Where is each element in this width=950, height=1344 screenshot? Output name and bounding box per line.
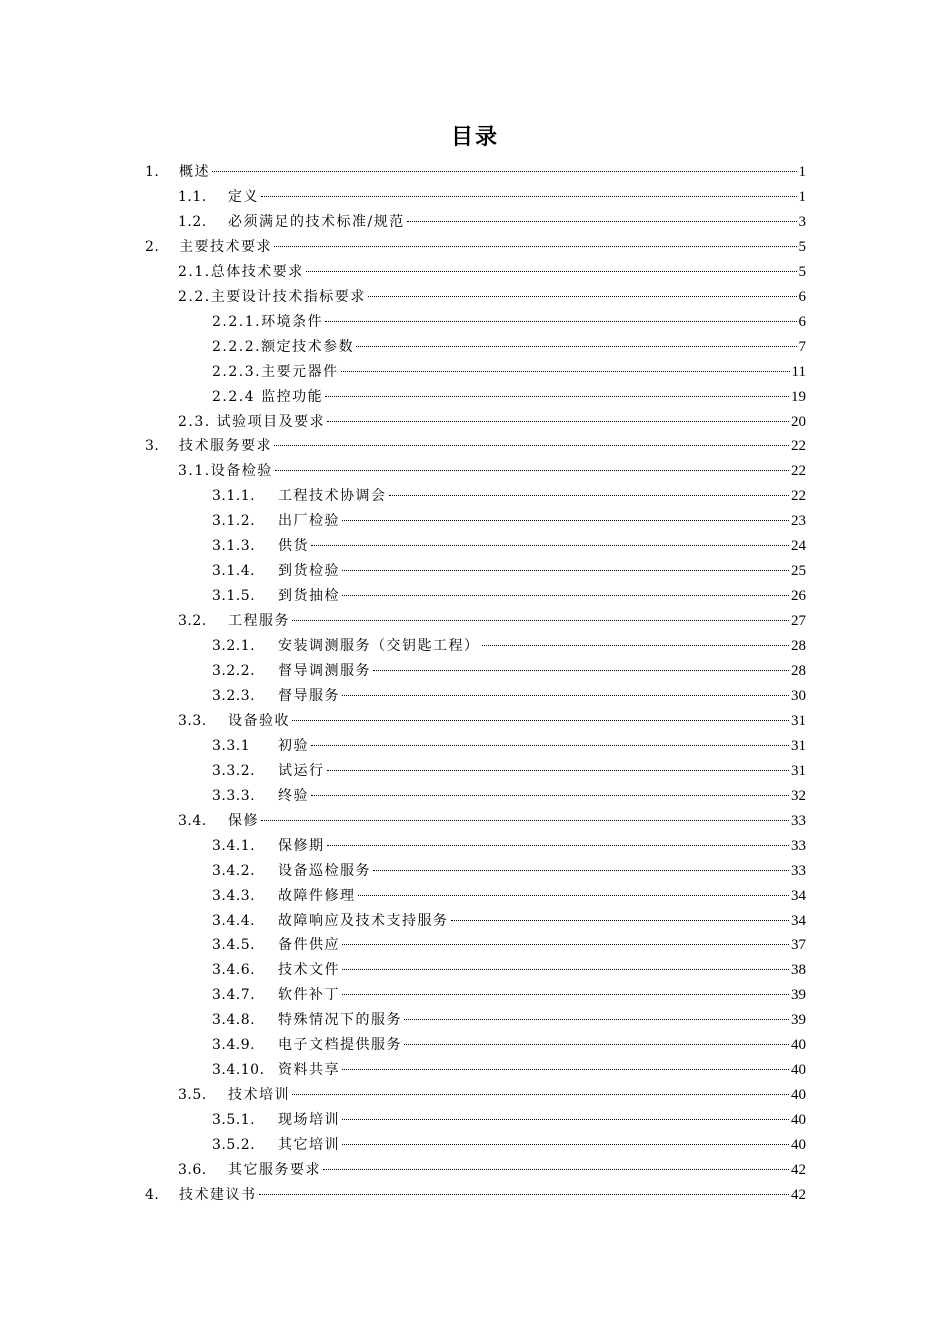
toc-page-number: 7 bbox=[798, 338, 806, 355]
toc-page-number: 40 bbox=[791, 1087, 806, 1104]
toc-entry[interactable] bbox=[178, 210, 806, 234]
toc-entry-number: 3.3.2. bbox=[212, 762, 256, 779]
toc-entry[interactable] bbox=[212, 310, 806, 334]
toc-entry[interactable] bbox=[145, 1183, 806, 1207]
toc-page-number: 3 bbox=[798, 213, 806, 230]
toc-dot-leader bbox=[404, 1018, 789, 1020]
toc-page-number: 23 bbox=[791, 513, 806, 530]
toc-dot-leader bbox=[261, 819, 789, 821]
toc-entry-title: 供货 bbox=[278, 538, 309, 555]
toc-page-number: 1 bbox=[798, 164, 806, 180]
toc-dot-leader bbox=[407, 220, 797, 222]
toc-entry-number: 3. bbox=[145, 438, 160, 455]
toc-entry-title: 安装调测服务（交钥匙工程） bbox=[278, 638, 480, 655]
toc-entry-title: 技术建议书 bbox=[179, 1186, 257, 1203]
toc-entry[interactable] bbox=[178, 709, 806, 733]
toc-entry-number: 3.4.10. bbox=[212, 1062, 265, 1079]
toc-dot-leader bbox=[306, 270, 797, 272]
toc-dot-leader bbox=[327, 844, 790, 846]
toc-entry-number: 3.4.1. bbox=[212, 837, 256, 854]
toc-dot-leader bbox=[342, 594, 789, 596]
toc-entry-number: 3.1.2. bbox=[212, 513, 256, 530]
toc-entry[interactable] bbox=[212, 1133, 806, 1157]
toc-entry-number: 3.3. bbox=[178, 712, 207, 729]
toc-entry-number: 3.3.3. bbox=[212, 787, 256, 804]
toc-entry-number: 3.5. bbox=[178, 1087, 207, 1104]
toc-entry-title: 必须满足的技术标准/规范 bbox=[228, 213, 405, 230]
toc-entry-title: 故障响应及技术支持服务 bbox=[278, 912, 449, 929]
toc-entry-title: 督导调测服务 bbox=[278, 663, 371, 679]
toc-entry-number: 3.5.2. bbox=[212, 1137, 256, 1154]
toc-entry[interactable] bbox=[212, 634, 806, 658]
toc-entry[interactable] bbox=[212, 1058, 806, 1082]
toc-dot-leader bbox=[325, 395, 789, 397]
toc-dot-leader bbox=[311, 794, 789, 796]
toc-dot-leader bbox=[451, 919, 790, 921]
toc-page-number: 30 bbox=[791, 687, 806, 704]
toc-entry[interactable] bbox=[212, 759, 806, 783]
toc-entry-number: 1.1. bbox=[178, 188, 207, 205]
toc-page-number: 42 bbox=[791, 1186, 806, 1203]
toc-entry[interactable] bbox=[212, 1033, 806, 1057]
toc-entry[interactable] bbox=[178, 285, 806, 309]
toc-page-number: 27 bbox=[791, 613, 806, 630]
toc-page-number: 25 bbox=[791, 563, 806, 580]
toc-dot-leader bbox=[292, 1093, 789, 1095]
toc-entry[interactable] bbox=[178, 1083, 806, 1107]
toc-dot-leader bbox=[342, 1143, 789, 1145]
toc-page-number: 6 bbox=[798, 313, 806, 330]
toc-entry-title: 定义 bbox=[228, 188, 259, 205]
toc-page-number: 24 bbox=[791, 538, 806, 555]
toc-page-number: 5 bbox=[798, 238, 806, 255]
toc-entry-title: 其它培训 bbox=[278, 1137, 340, 1154]
toc-entry-number: 3.4.7. bbox=[212, 987, 256, 1004]
toc-entry-number: 3.4.4. bbox=[212, 912, 256, 929]
toc-entry-number: 3.2.1. bbox=[212, 638, 256, 655]
toc-page-number: 40 bbox=[791, 1112, 806, 1129]
toc-entry-title: 保修 bbox=[228, 812, 259, 829]
toc-entry-number: 2. bbox=[145, 238, 160, 255]
toc-entry[interactable] bbox=[212, 360, 806, 384]
toc-entry-number: 3.2.3. bbox=[212, 687, 256, 704]
toc-entry-number: 1. bbox=[145, 164, 160, 180]
toc-dot-leader bbox=[274, 245, 797, 247]
toc-entry[interactable] bbox=[212, 385, 806, 409]
toc-page-number: 34 bbox=[791, 887, 806, 904]
toc-dot-leader bbox=[327, 769, 790, 771]
toc-page-number: 40 bbox=[791, 1037, 806, 1054]
toc-dot-leader bbox=[342, 569, 789, 571]
toc-dot-leader bbox=[342, 943, 789, 945]
toc-entry-title: 2.3. 试验项目及要求 bbox=[178, 413, 326, 430]
toc-dot-leader bbox=[212, 170, 797, 172]
toc-page-number: 39 bbox=[791, 1012, 806, 1029]
toc-page-number: 31 bbox=[791, 737, 806, 754]
toc-page-number: 20 bbox=[791, 413, 806, 430]
toc-entry-number: 1.2. bbox=[178, 213, 207, 230]
toc-entry[interactable] bbox=[145, 434, 806, 458]
toc-entry-number: 3.2. bbox=[178, 613, 207, 630]
toc-dot-leader bbox=[292, 619, 789, 621]
toc-entry-number: 3.4.8. bbox=[212, 1012, 256, 1029]
toc-page-number: 31 bbox=[791, 762, 806, 779]
toc-dot-leader bbox=[259, 1193, 790, 1195]
toc-entry-title: 出厂检验 bbox=[278, 513, 340, 530]
toc-page-number: 32 bbox=[791, 787, 806, 804]
toc-entry-number: 3.5.1. bbox=[212, 1112, 256, 1129]
toc-entry[interactable] bbox=[212, 1008, 806, 1032]
toc-dot-leader bbox=[342, 968, 789, 970]
toc-page-number: 22 bbox=[791, 463, 806, 480]
toc-entry-title: 主要技术要求 bbox=[179, 238, 272, 255]
toc-entry-title: 到货抽检 bbox=[278, 588, 340, 605]
toc-dot-leader bbox=[373, 669, 789, 671]
toc-entry[interactable] bbox=[145, 235, 806, 259]
toc-entry[interactable] bbox=[212, 584, 806, 608]
toc-title: 目录 bbox=[450, 124, 499, 150]
toc-entry-title: 2.1.总体技术要求 bbox=[178, 263, 304, 280]
toc-entry-title: 其它服务要求 bbox=[228, 1162, 321, 1178]
toc-page-number: 19 bbox=[791, 388, 806, 405]
toc-dot-leader bbox=[261, 195, 797, 197]
toc-entry-number: 3.1.1. bbox=[212, 488, 256, 505]
toc-entry-title: 资料共享 bbox=[278, 1062, 340, 1079]
toc-page-number: 28 bbox=[791, 663, 806, 679]
toc-entry[interactable] bbox=[212, 784, 806, 808]
toc-entry[interactable] bbox=[212, 559, 806, 583]
toc-entry-title: 终验 bbox=[278, 787, 309, 804]
toc-page-number: 22 bbox=[791, 488, 806, 505]
toc-entry[interactable] bbox=[212, 335, 806, 359]
toc-entry[interactable] bbox=[212, 884, 806, 908]
toc-entry-title: 技术培训 bbox=[228, 1087, 290, 1104]
toc-entry-number: 3.4.9. bbox=[212, 1037, 256, 1054]
toc-entry[interactable] bbox=[212, 859, 806, 883]
toc-entry[interactable] bbox=[178, 459, 806, 483]
toc-entry-title: 2.2.1.环境条件 bbox=[212, 313, 324, 330]
toc-dot-leader bbox=[358, 894, 790, 896]
toc-entry-number: 3.1.3. bbox=[212, 538, 256, 555]
toc-entry[interactable] bbox=[212, 958, 806, 982]
toc-entry-number: 3.1.5. bbox=[212, 588, 256, 605]
toc-dot-leader bbox=[323, 1168, 789, 1170]
toc-dot-leader bbox=[275, 469, 789, 471]
toc-page-number: 42 bbox=[791, 1162, 806, 1178]
toc-entry[interactable] bbox=[212, 684, 806, 708]
toc-page-number: 34 bbox=[791, 912, 806, 929]
toc-entry-number: 3.4.6. bbox=[212, 962, 256, 979]
toc-page-number: 11 bbox=[791, 363, 806, 380]
toc-entry[interactable] bbox=[212, 484, 806, 508]
toc-page-number: 38 bbox=[791, 962, 806, 979]
toc-entry-title: 3.1.设备检验 bbox=[178, 463, 273, 480]
toc-entry-number: 3.6. bbox=[178, 1162, 207, 1178]
toc-dot-leader bbox=[404, 1043, 789, 1045]
toc-page-number: 37 bbox=[791, 937, 806, 954]
toc-entry-title: 保修期 bbox=[278, 837, 325, 854]
toc-page-number: 1 bbox=[798, 188, 806, 205]
toc-entry-title: 2.2.4 监控功能 bbox=[212, 388, 324, 405]
toc-entry-number: 3.4.5. bbox=[212, 937, 256, 954]
toc-entry[interactable] bbox=[212, 933, 806, 957]
toc-entry-title: 现场培训 bbox=[278, 1112, 340, 1129]
toc-page-number: 33 bbox=[791, 862, 806, 879]
toc-page-number: 31 bbox=[791, 712, 806, 729]
toc-dot-leader bbox=[311, 744, 789, 746]
toc-entry-number: 4. bbox=[145, 1186, 160, 1203]
toc-entry-number: 3.4.2. bbox=[212, 862, 256, 879]
toc-page-number: 40 bbox=[791, 1062, 806, 1079]
toc-entry-title: 初验 bbox=[278, 737, 309, 754]
toc-entry-title: 备件供应 bbox=[278, 937, 340, 954]
toc-entry[interactable] bbox=[212, 1108, 806, 1132]
toc-dot-leader bbox=[311, 544, 789, 546]
toc-entry[interactable] bbox=[212, 909, 806, 933]
toc-entry[interactable] bbox=[178, 809, 806, 833]
toc-dot-leader bbox=[389, 494, 790, 496]
toc-entry-title: 电子文档提供服务 bbox=[278, 1037, 402, 1054]
toc-entry-title: 试运行 bbox=[278, 762, 325, 779]
toc-entry-title: 技术服务要求 bbox=[179, 438, 272, 455]
toc-dot-leader bbox=[482, 644, 790, 646]
toc-page-number: 28 bbox=[791, 638, 806, 655]
toc-page-number: 22 bbox=[791, 438, 806, 455]
toc-page-number: 6 bbox=[798, 288, 806, 305]
toc-entry[interactable] bbox=[178, 260, 806, 284]
toc-entry-title: 工程服务 bbox=[228, 613, 290, 630]
toc-dot-leader bbox=[356, 345, 796, 347]
toc-entry-title: 2.2.主要设计技术指标要求 bbox=[178, 288, 366, 305]
toc-entry[interactable] bbox=[212, 734, 806, 758]
toc-entry-title: 到货检验 bbox=[278, 563, 340, 580]
toc-page-number: 40 bbox=[791, 1137, 806, 1154]
toc-entry[interactable] bbox=[178, 410, 806, 434]
toc-dot-leader bbox=[342, 1068, 789, 1070]
toc-entry-number: 3.4.3. bbox=[212, 887, 256, 904]
toc-entry[interactable] bbox=[212, 659, 806, 683]
toc-entry-number: 3.3.1 bbox=[212, 737, 251, 754]
toc-entry-number: 3.2.2. bbox=[212, 663, 256, 679]
toc-dot-leader bbox=[342, 1118, 789, 1120]
toc-entry-title: 特殊情况下的服务 bbox=[278, 1012, 402, 1029]
toc-entry-title: 2.2.2.额定技术参数 bbox=[212, 338, 355, 355]
toc-entry-title: 2.2.3.主要元器件 bbox=[212, 363, 339, 380]
toc-entry-title: 设备验收 bbox=[228, 712, 290, 729]
toc-dot-leader bbox=[292, 719, 789, 721]
toc-dot-leader bbox=[274, 444, 789, 446]
toc-page-number: 33 bbox=[791, 837, 806, 854]
toc-dot-leader bbox=[325, 320, 796, 322]
toc-entry[interactable] bbox=[212, 983, 806, 1007]
toc-dot-leader bbox=[341, 370, 790, 372]
toc-page-number: 26 bbox=[791, 588, 806, 605]
toc-entry[interactable] bbox=[178, 609, 806, 633]
toc-entry-title: 督导服务 bbox=[278, 687, 340, 704]
toc-entry-title: 故障件修理 bbox=[278, 887, 356, 904]
toc-page-number: 39 bbox=[791, 987, 806, 1004]
toc-dot-leader bbox=[342, 694, 789, 696]
toc-entry-title: 技术文件 bbox=[278, 962, 340, 979]
toc-page-number: 33 bbox=[791, 812, 806, 829]
toc-dot-leader bbox=[368, 295, 797, 297]
toc-entry-title: 工程技术协调会 bbox=[278, 488, 387, 505]
toc-entry-title: 软件补丁 bbox=[278, 987, 340, 1004]
toc-dot-leader bbox=[373, 869, 789, 871]
toc-page-number: 5 bbox=[798, 263, 806, 280]
toc-entry[interactable] bbox=[212, 834, 806, 858]
toc-entry[interactable] bbox=[178, 185, 806, 209]
toc-entry[interactable] bbox=[212, 534, 806, 558]
toc-entry[interactable] bbox=[178, 1158, 806, 1182]
toc-dot-leader bbox=[327, 420, 789, 422]
toc-entry-number: 3.4. bbox=[178, 812, 207, 829]
toc-entry-title: 设备巡检服务 bbox=[278, 862, 371, 879]
toc-entry[interactable] bbox=[212, 509, 806, 533]
toc-entry-number: 3.1.4. bbox=[212, 563, 256, 580]
toc-entry[interactable] bbox=[145, 160, 806, 184]
toc-dot-leader bbox=[342, 993, 789, 995]
toc-entry-title: 概述 bbox=[179, 164, 210, 180]
toc-dot-leader bbox=[342, 519, 789, 521]
